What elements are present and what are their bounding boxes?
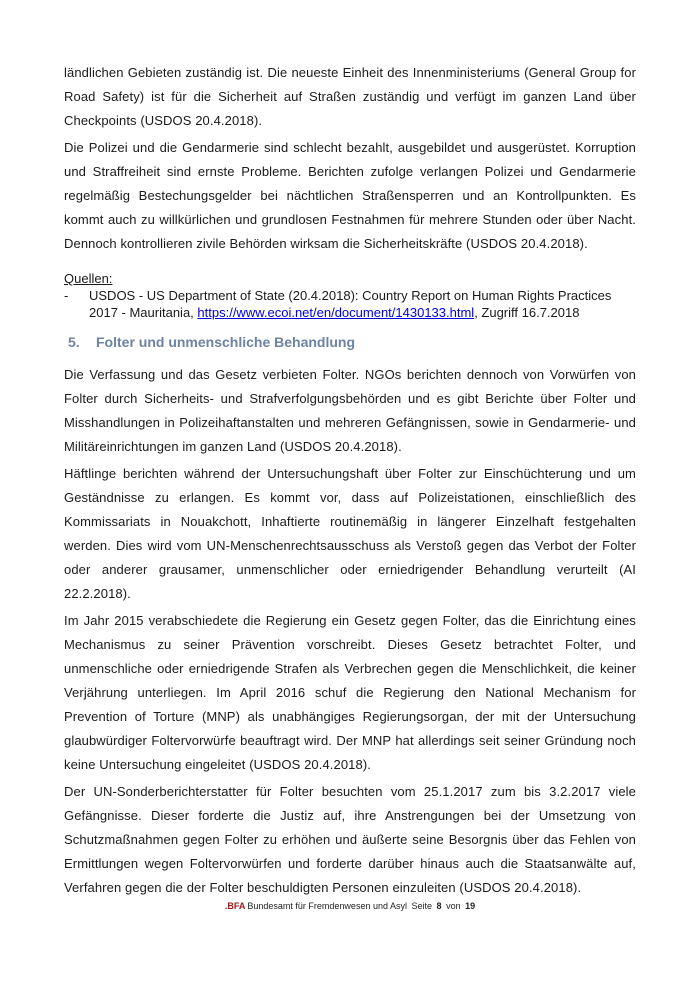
source-citation [89, 287, 636, 321]
section-number: 5. [68, 334, 80, 350]
sources-block [64, 270, 636, 321]
source-access-date: , Zugriff 16.7.2018 [474, 305, 580, 320]
bfa-logo: .BFA [224, 901, 246, 911]
paragraph-verfassung: Die Verfassung und das Gesetz verbieten Folter. NGOs berichten dennoch von Vorwürfen von Folter durch Sicherheits- und Strafverfolgungsbehörden und es gibt Berichte über Folter und Misshandlungen in Polizeihaftanstalten und mehreren Gefängnissen, sowie in Gendarmerie- und Militäreinrichtungen im ganzen Land (USDOS 20.4.2018). [64, 367, 636, 454]
paragraph-haeftlinge: Häftlinge berichten während der Untersuchungshaft über Folter zur Einschüchterung und um Geständnisse zu erlangen. Es kommt vor, dass auf Polizeistationen, einschließlich des Kommissariats in Nouakchott, Inhaftierte routinemäßig in längerer Einzelhaft festgehalten werden. Dies wird vom UN-Menschenrechtsausschuss als Verstoß gegen das Verbot der Folter oder anderer grausamer, unmenschlicher oder erniedrigender Behandlung verurteilt (AI 22.2.2018). [64, 466, 636, 601]
bullet-dash: - [64, 288, 69, 303]
section-heading [68, 334, 636, 351]
footer-page-total: 19 [465, 901, 476, 911]
paragraph-sonderberichterstatter: Der UN-Sonderberichterstatter für Folter besuchten vom 25.1.2017 zum bis 3.2.2017 viele Gefängnisse. Dieser forderte die Justiz auf, ihre Anstrengungen bei der Umsetzung von Schutzmaßnahmen gegen Folter zu erhöhen und äußerte seine Besorgnis über das Fehlen von Ermittlungen wegen Foltervorwürfen und forderte darüber hinaus auch die Staatsanwälte auf, Verfahren gegen die der Folter beschuldigten Personen einzuleiten (USDOS 20.4.2018). [64, 784, 636, 895]
sources-label: Quellen: [64, 271, 113, 286]
footer-of-label: von [446, 901, 461, 911]
footer-org-name: Bundesamt für Fremdenwesen und Asyl [247, 901, 407, 911]
footer-page-current: 8 [436, 901, 442, 911]
paragraph-police-gendarmerie: Die Polizei und die Gendarmerie sind schlecht bezahlt, ausgebildet und ausgerüstet. Korruption und Straffreiheit sind ernste Probleme. Berichten zufolge verlangen Polizei und Gendarmerie regelmäßig Bestechungsgelder bei nächtlichen Straßensperren und an Kontrollpunkten. Es kommt auch zu willkürlichen und grundlosen Festnahmen für mehrere Stunden oder über Nacht. Dennoch kontrollieren zivile Behörden wirksam die Sicherheitskräfte (USDOS 20.4.2018). [64, 140, 636, 251]
source-link[interactable]: https://www.ecoi.net/en/document/1430133.html [197, 305, 475, 320]
source-citation-text: USDOS - US Department of State (20.4.2018): Country Report on Human Rights Practices 2017 - Mauritania, [89, 288, 612, 320]
paragraph-gesetz-2015: Im Jahr 2015 verabschiedete die Regierung ein Gesetz gegen Folter, das die Einrichtung eines Mechanismus zu seiner Prävention vorschreibt. Dieses Gesetz betrachtet Folter, und unmenschliche oder erniedrigende Strafen als Verbrechen gegen die Menschlichkeit, die keiner Verjährung unterliegen. Im April 2016 schuf die Regierung den National Mechanism for Prevention of Torture (MNP) als unabhängiges Regierungsorgan, der mit der Untersuchung glaubwürdiger Foltervorwürfe beauftragt wird. Der MNP hat allerdings seit seiner Gründung noch keine Untersuchung eingeleitet (USDOS 20.4.2018). [64, 613, 636, 772]
page-footer [0, 901, 700, 912]
source-list-item [64, 287, 636, 321]
paragraph-roadsafety: ländlichen Gebieten zuständig ist. Die neueste Einheit des Innenministeriums (General Group for Road Safety) ist für die Sicherheit auf Straßen zuständig und verfügt im ganzen Land über Checkpoints (USDOS 20.4.2018). [64, 65, 636, 128]
section-title: Folter und unmenschliche Behandlung [96, 334, 356, 350]
footer-page-label: Seite [411, 901, 433, 911]
